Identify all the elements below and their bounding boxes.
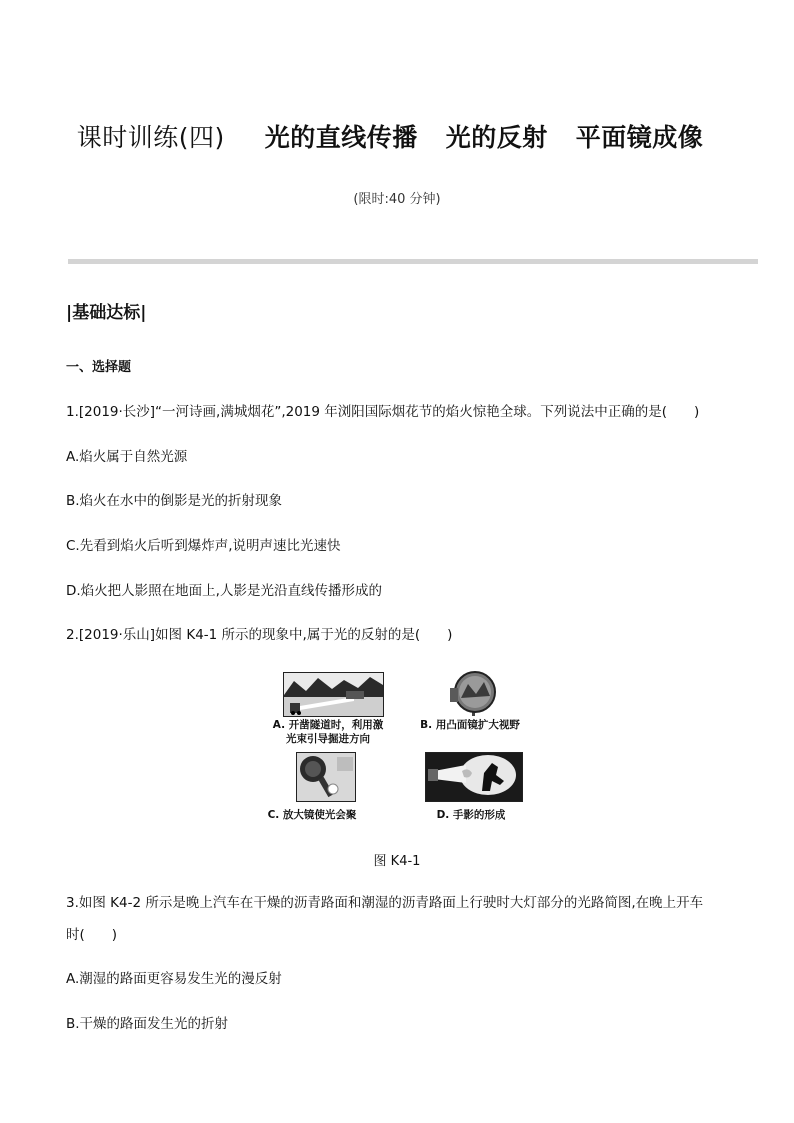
hand-shadow-illustration [426,753,522,801]
figure-c-label: C. 放大镜使光会聚 [267,809,357,821]
question-1-stem: 1.[2019·长沙]“一河诗画,满城烟花”,2019 年浏阳国际烟花节的焰火惊艳全球。下列说法中正确的是( ) [66,404,700,420]
question-1-option-d: D.焰火把人影照在地面上,人影是光沿直线传播形成的 [66,583,382,599]
topic-reflection: 光的反射 [445,123,548,152]
figure-d-hand-shadow-image [425,752,523,802]
question-3-option-a: A.潮湿的路面更容易发生光的漫反射 [66,971,282,987]
figure-a-label: A. 开凿隧道时，利用激 光束引导掘进方向 [272,719,384,745]
figure-d-label: D. 手影的形成 [436,809,506,821]
figure-a-tunnel-image [283,672,384,717]
question-3-stem-line-2: 时( ) [66,927,118,943]
subsection-title: 一、选择题 [66,360,132,375]
question-1-option-a: A.焰火属于自然光源 [66,449,188,465]
convex-mirror-illustration [448,670,500,716]
figure-b-label: B. 用凸面镜扩大视野 [420,719,520,731]
question-1-option-b: B.焰火在水中的倒影是光的折射现象 [66,493,283,509]
divider [68,259,758,264]
figure-caption: 图 K4-1 [373,854,421,869]
topic-plane-mirror: 平面镜成像 [575,123,704,152]
question-3-stem-line-1: 3.如图 K4-2 所示是晚上汽车在干燥的沥青路面和潮湿的沥青路面上行驶时大灯部分的光路简图,在晚上开车 [66,895,704,911]
page-title [0,118,794,154]
question-3-option-b: B.干燥的路面发生光的折射 [66,1016,229,1032]
question-1-option-c: C.先看到焰火后听到爆炸声,说明声速比光速快 [66,538,341,554]
topic-straight-line: 光的直线传播 [264,123,418,152]
figure-c-magnifier-image [296,752,356,802]
magnifier-illustration [297,753,355,801]
question-2-stem: 2.[2019·乐山]如图 K4-1 所示的现象中,属于光的反射的是( ) [66,627,453,643]
section-title: |基础达标| [66,303,147,323]
figure-b-convex-mirror-image [448,670,500,716]
tunnel-laser-illustration [284,673,383,716]
lesson-number: 课时训练(四) [76,123,225,152]
time-limit: (限时:40 分钟) [353,192,441,207]
